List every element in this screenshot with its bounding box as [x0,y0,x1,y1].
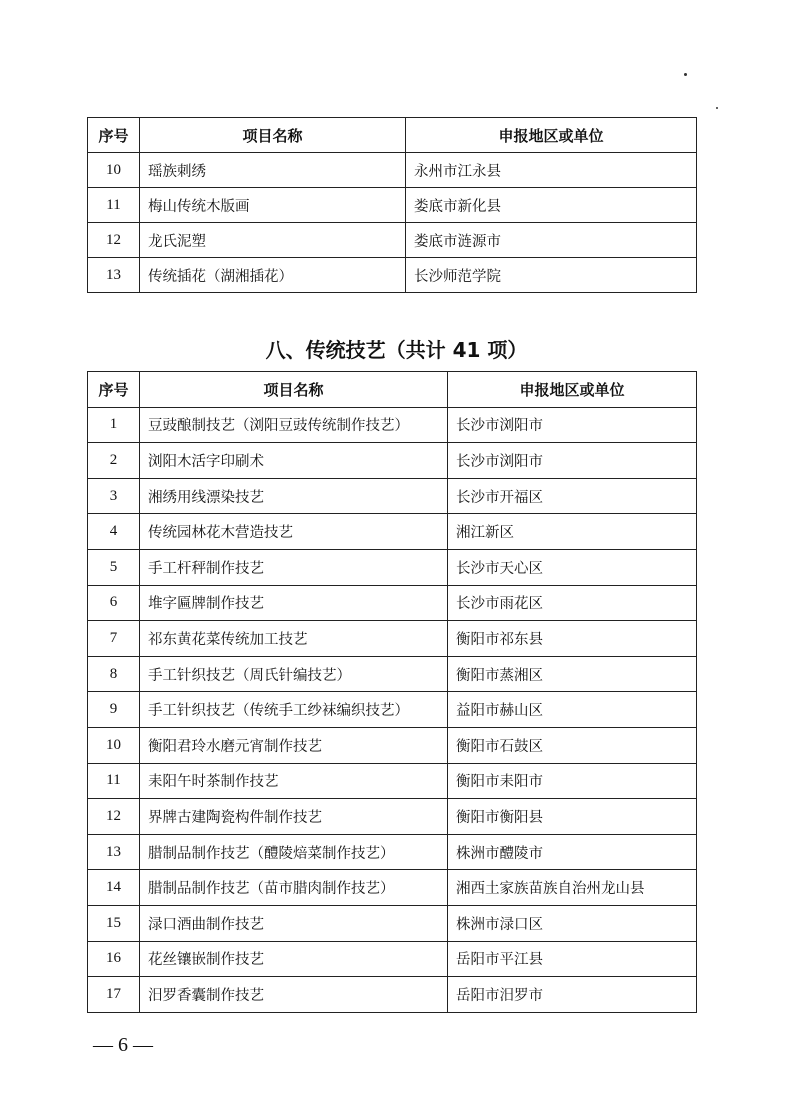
table-row [88,188,697,223]
table-row [88,941,697,977]
row-number: 17 [88,977,140,1013]
scan-speck [684,73,687,76]
project-name: 瑶族刺绣 [140,153,406,188]
header-project-name: 项目名称 [140,118,406,153]
project-name: 龙氏泥塑 [140,223,406,258]
region-name: 永州市江永县 [406,153,697,188]
project-name: 手工针织技艺（传统手工纱袜编织技艺） [140,692,448,728]
project-name: 腊制品制作技艺（苗市腊肉制作技艺） [140,870,448,906]
row-number: 10 [88,153,140,188]
row-number: 16 [88,941,140,977]
table-row [88,549,697,585]
region-name: 益阳市赫山区 [448,692,697,728]
region-name: 长沙市雨花区 [448,585,697,621]
table-header-row [88,372,697,408]
row-number: 1 [88,407,140,443]
table-row [88,478,697,514]
region-name: 衡阳市石鼓区 [448,727,697,763]
region-name: 长沙市浏阳市 [448,443,697,479]
page-number: — 6 — [93,1034,153,1056]
region-name: 衡阳市衡阳县 [448,799,697,835]
row-number: 13 [88,258,140,293]
region-name: 株洲市醴陵市 [448,834,697,870]
region-name: 衡阳市蒸湘区 [448,656,697,692]
region-name: 岳阳市汨罗市 [448,977,697,1013]
row-number: 5 [88,549,140,585]
header-project-name: 项目名称 [140,372,448,408]
table-row [88,692,697,728]
project-name: 豆豉酿制技艺（浏阳豆豉传统制作技艺） [140,407,448,443]
row-number: 8 [88,656,140,692]
region-name: 长沙市天心区 [448,549,697,585]
header-region: 申报地区或单位 [448,372,697,408]
region-name: 衡阳市祁东县 [448,621,697,657]
row-number: 6 [88,585,140,621]
region-name: 湘西土家族苗族自治州龙山县 [448,870,697,906]
project-name: 腊制品制作技艺（醴陵焙菜制作技艺） [140,834,448,870]
table-row [88,514,697,550]
scan-speck [716,107,718,109]
row-number: 11 [88,188,140,223]
row-number: 15 [88,905,140,941]
project-name: 传统插花（湖湘插花） [140,258,406,293]
section-title: 八、传统技艺（共计 41 项） [265,338,528,362]
table-row [88,905,697,941]
project-name: 湘绣用线漂染技艺 [140,478,448,514]
row-number: 10 [88,727,140,763]
table-row [88,727,697,763]
project-name: 手工针织技艺（周氏针编技艺） [140,656,448,692]
table-row [88,799,697,835]
table-row [88,656,697,692]
region-name: 娄底市新化县 [406,188,697,223]
table-row [88,870,697,906]
header-number: 序号 [88,372,140,408]
project-name: 衡阳君玲水磨元宵制作技艺 [140,727,448,763]
traditional-craft-table [87,371,697,1013]
row-number: 14 [88,870,140,906]
region-name: 湘江新区 [448,514,697,550]
row-number: 11 [88,763,140,799]
project-name: 汨罗香囊制作技艺 [140,977,448,1013]
region-name: 长沙市开福区 [448,478,697,514]
heritage-table-continued [87,117,697,293]
project-name: 堆字匾牌制作技艺 [140,585,448,621]
region-name: 岳阳市平江县 [448,941,697,977]
project-name: 耒阳午时茶制作技艺 [140,763,448,799]
table-row [88,585,697,621]
table-row [88,621,697,657]
header-number: 序号 [88,118,140,153]
region-name: 娄底市涟源市 [406,223,697,258]
project-name: 界牌古建陶瓷构件制作技艺 [140,799,448,835]
table-row [88,153,697,188]
project-name: 手工杆秤制作技艺 [140,549,448,585]
project-name: 渌口酒曲制作技艺 [140,905,448,941]
row-number: 3 [88,478,140,514]
table-row [88,258,697,293]
table-header-row [88,118,697,153]
region-name: 长沙师范学院 [406,258,697,293]
project-name: 浏阳木活字印刷术 [140,443,448,479]
row-number: 12 [88,799,140,835]
table-row [88,223,697,258]
table-row [88,834,697,870]
table-row [88,407,697,443]
table-row [88,443,697,479]
table-row [88,977,697,1013]
project-name: 祁东黄花菜传统加工技艺 [140,621,448,657]
row-number: 12 [88,223,140,258]
project-name: 梅山传统木版画 [140,188,406,223]
row-number: 2 [88,443,140,479]
header-region: 申报地区或单位 [406,118,697,153]
row-number: 4 [88,514,140,550]
region-name: 衡阳市耒阳市 [448,763,697,799]
region-name: 株洲市渌口区 [448,905,697,941]
region-name: 长沙市浏阳市 [448,407,697,443]
table-row [88,763,697,799]
row-number: 9 [88,692,140,728]
row-number: 7 [88,621,140,657]
project-name: 花丝镶嵌制作技艺 [140,941,448,977]
project-name: 传统园林花木营造技艺 [140,514,448,550]
row-number: 13 [88,834,140,870]
